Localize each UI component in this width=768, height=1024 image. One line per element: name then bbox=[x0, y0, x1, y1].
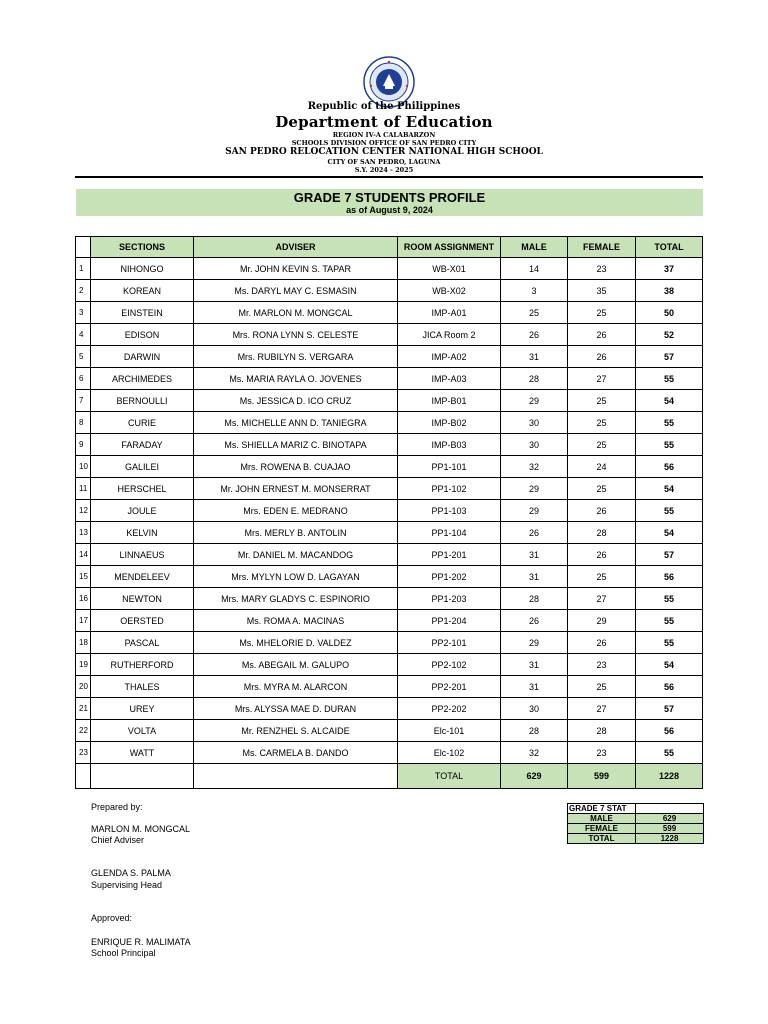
total-count: 54 bbox=[636, 478, 703, 500]
male-count: 30 bbox=[501, 698, 568, 720]
table-row bbox=[76, 478, 703, 500]
total-count: 56 bbox=[636, 456, 703, 478]
table-row bbox=[76, 456, 703, 478]
total-count: 55 bbox=[636, 412, 703, 434]
male-count: 32 bbox=[501, 456, 568, 478]
adviser-name: Ms. MARIA RAYLA O. JOVENES bbox=[194, 368, 398, 390]
adviser-name: Ms. MICHELLE ANN D. TANIEGRA bbox=[194, 412, 398, 434]
adviser-name: Mrs. MYLYN LOW D. LAGAYAN bbox=[194, 566, 398, 588]
table-row bbox=[76, 302, 703, 324]
adviser-name: Ms. ROMA A. MACINAS bbox=[194, 610, 398, 632]
section-name: ARCHIMEDES bbox=[91, 368, 194, 390]
section-name: UREY bbox=[91, 698, 194, 720]
row-number: 16 bbox=[76, 588, 91, 610]
row-number: 17 bbox=[76, 610, 91, 632]
room-assignment: IMP-A01 bbox=[398, 302, 501, 324]
table-row bbox=[76, 654, 703, 676]
total-count: 56 bbox=[636, 566, 703, 588]
table-row bbox=[76, 676, 703, 698]
header-male: MALE bbox=[501, 237, 568, 258]
room-assignment: PP1-101 bbox=[398, 456, 501, 478]
female-count: 26 bbox=[568, 632, 636, 654]
section-name: NEWTON bbox=[91, 588, 194, 610]
approver-name: ENRIQUE R. MALIMATA bbox=[91, 937, 191, 947]
city-line: CITY OF SAN PEDRO, LAGUNA bbox=[327, 158, 441, 166]
section-name: PASCAL bbox=[91, 632, 194, 654]
table-row bbox=[76, 368, 703, 390]
female-count: 27 bbox=[568, 698, 636, 720]
section-name: DARWIN bbox=[91, 346, 194, 368]
stat-header-row bbox=[568, 804, 704, 814]
row-number: 12 bbox=[76, 500, 91, 522]
section-name: EDISON bbox=[91, 324, 194, 346]
room-assignment: PP1-104 bbox=[398, 522, 501, 544]
male-count: 29 bbox=[501, 390, 568, 412]
adviser-name: Mr. JOHN KEVIN S. TAPAR bbox=[194, 258, 398, 280]
row-number: 14 bbox=[76, 544, 91, 566]
section-name: KELVIN bbox=[91, 522, 194, 544]
female-count: 23 bbox=[568, 258, 636, 280]
male-count: 26 bbox=[501, 610, 568, 632]
adviser-name: Mrs. ALYSSA MAE D. DURAN bbox=[194, 698, 398, 720]
title-bar bbox=[76, 189, 703, 216]
room-assignment: IMP-A03 bbox=[398, 368, 501, 390]
total-count: 56 bbox=[636, 676, 703, 698]
adviser-name: Ms. CARMELA B. DANDO bbox=[194, 742, 398, 764]
female-count: 23 bbox=[568, 742, 636, 764]
male-count: 29 bbox=[501, 500, 568, 522]
female-count: 25 bbox=[568, 302, 636, 324]
adviser-name: Mrs. RUBILYN S. VERGARA bbox=[194, 346, 398, 368]
row-number: 5 bbox=[76, 346, 91, 368]
total-count: 57 bbox=[636, 544, 703, 566]
region-line: REGION IV-A CALABARZON bbox=[332, 131, 436, 139]
row-number: 19 bbox=[76, 654, 91, 676]
approved-label: Approved: bbox=[91, 913, 133, 923]
adviser-name: Mrs. ROWENA B. CUAJAO bbox=[194, 456, 398, 478]
row-number: 22 bbox=[76, 720, 91, 742]
summary-female: 599 bbox=[568, 764, 636, 789]
female-count: 25 bbox=[568, 478, 636, 500]
preparer-title: Chief Adviser bbox=[91, 835, 145, 845]
male-count: 25 bbox=[501, 302, 568, 324]
male-count: 29 bbox=[501, 632, 568, 654]
header-divider bbox=[75, 176, 703, 178]
section-name: GALILEI bbox=[91, 456, 194, 478]
adviser-name: Ms. SHIELLA MARIZ C. BINOTAPA bbox=[194, 434, 398, 456]
header-room: ROOM ASSIGNMENT bbox=[398, 237, 501, 258]
adviser-name: Mr. RENZHEL S. ALCAIDE bbox=[194, 720, 398, 742]
room-assignment: PP1-102 bbox=[398, 478, 501, 500]
total-count: 54 bbox=[636, 654, 703, 676]
summary-blank bbox=[76, 764, 91, 789]
room-assignment: PP1-204 bbox=[398, 610, 501, 632]
male-count: 28 bbox=[501, 368, 568, 390]
room-assignment: IMP-B03 bbox=[398, 434, 501, 456]
header-sections: SECTIONS bbox=[91, 237, 194, 258]
row-number: 8 bbox=[76, 412, 91, 434]
total-count: 54 bbox=[636, 390, 703, 412]
adviser-name: Ms. MHELORIE D. VALDEZ bbox=[194, 632, 398, 654]
stat-label: MALE bbox=[568, 814, 636, 824]
supervisor-title: Supervising Head bbox=[91, 880, 163, 890]
room-assignment: Elc-102 bbox=[398, 742, 501, 764]
male-count: 28 bbox=[501, 720, 568, 742]
table-row bbox=[76, 500, 703, 522]
stat-label: FEMALE bbox=[568, 824, 636, 834]
room-assignment: IMP-B02 bbox=[398, 412, 501, 434]
table-row bbox=[76, 346, 703, 368]
adviser-name: Mrs. MARY GLADYS C. ESPINORIO bbox=[194, 588, 398, 610]
room-assignment: PP1-103 bbox=[398, 500, 501, 522]
summary-total: 1228 bbox=[636, 764, 703, 789]
row-number: 21 bbox=[76, 698, 91, 720]
stat-title: GRADE 7 STAT bbox=[568, 804, 636, 814]
adviser-name: Mr. JOHN ERNEST M. MONSERRAT bbox=[194, 478, 398, 500]
adviser-name: Ms. DARYL MAY C. ESMASIN bbox=[194, 280, 398, 302]
row-number: 9 bbox=[76, 434, 91, 456]
page-title: GRADE 7 STUDENTS PROFILE bbox=[293, 190, 486, 205]
division-line: SCHOOLS DIVISION OFFICE OF SAN PEDRO CITY bbox=[291, 139, 477, 147]
stat-row bbox=[568, 834, 704, 844]
female-count: 25 bbox=[568, 390, 636, 412]
table-row bbox=[76, 588, 703, 610]
adviser-name: Ms. ABEGAIL M. GALUPO bbox=[194, 654, 398, 676]
row-number: 11 bbox=[76, 478, 91, 500]
male-count: 31 bbox=[501, 566, 568, 588]
male-count: 30 bbox=[501, 412, 568, 434]
total-count: 57 bbox=[636, 346, 703, 368]
section-name: NIHONGO bbox=[91, 258, 194, 280]
prepared-by-label: Prepared by: bbox=[91, 802, 143, 812]
table-row bbox=[76, 566, 703, 588]
row-number: 6 bbox=[76, 368, 91, 390]
male-count: 30 bbox=[501, 434, 568, 456]
room-assignment: WB-X01 bbox=[398, 258, 501, 280]
male-count: 26 bbox=[501, 522, 568, 544]
summary-male: 629 bbox=[501, 764, 568, 789]
adviser-name: Mr. MARLON M. MONGCAL bbox=[194, 302, 398, 324]
male-count: 14 bbox=[501, 258, 568, 280]
room-assignment: WB-X02 bbox=[398, 280, 501, 302]
room-assignment: PP1-202 bbox=[398, 566, 501, 588]
table-row bbox=[76, 412, 703, 434]
grade-stat-table bbox=[567, 803, 704, 844]
row-number: 1 bbox=[76, 258, 91, 280]
stat-value: 599 bbox=[636, 824, 704, 834]
republic-line: Republic of the Philippines bbox=[307, 101, 461, 112]
room-assignment: PP1-201 bbox=[398, 544, 501, 566]
male-count: 31 bbox=[501, 346, 568, 368]
section-name: MENDELEEV bbox=[91, 566, 194, 588]
header-adviser: ADVISER bbox=[194, 237, 398, 258]
adviser-name: Mr. DANIEL M. MACANDOG bbox=[194, 544, 398, 566]
row-number: 18 bbox=[76, 632, 91, 654]
stat-title-blank bbox=[636, 804, 704, 814]
total-count: 38 bbox=[636, 280, 703, 302]
summary-label: TOTAL bbox=[398, 764, 501, 789]
table-row bbox=[76, 698, 703, 720]
section-name: WATT bbox=[91, 742, 194, 764]
total-count: 55 bbox=[636, 434, 703, 456]
female-count: 28 bbox=[568, 720, 636, 742]
department-name: Department of Education bbox=[275, 113, 493, 131]
row-number: 13 bbox=[76, 522, 91, 544]
summary-row bbox=[76, 764, 703, 789]
room-assignment: PP2-102 bbox=[398, 654, 501, 676]
room-assignment: PP2-202 bbox=[398, 698, 501, 720]
male-count: 31 bbox=[501, 544, 568, 566]
adviser-name: Mrs. MERLY B. ANTOLIN bbox=[194, 522, 398, 544]
male-count: 32 bbox=[501, 742, 568, 764]
table-row bbox=[76, 258, 703, 280]
stat-label: TOTAL bbox=[568, 834, 636, 844]
row-number: 23 bbox=[76, 742, 91, 764]
female-count: 28 bbox=[568, 522, 636, 544]
row-number: 20 bbox=[76, 676, 91, 698]
total-count: 55 bbox=[636, 500, 703, 522]
stat-row bbox=[568, 824, 704, 834]
table-row bbox=[76, 720, 703, 742]
section-name: BERNOULLI bbox=[91, 390, 194, 412]
female-count: 25 bbox=[568, 676, 636, 698]
female-count: 25 bbox=[568, 412, 636, 434]
table-row bbox=[76, 632, 703, 654]
male-count: 28 bbox=[501, 588, 568, 610]
total-count: 55 bbox=[636, 588, 703, 610]
total-count: 57 bbox=[636, 698, 703, 720]
female-count: 35 bbox=[568, 280, 636, 302]
room-assignment: JICA Room 2 bbox=[398, 324, 501, 346]
page-subtitle: as of August 9, 2024 bbox=[346, 205, 433, 215]
section-name: THALES bbox=[91, 676, 194, 698]
total-count: 52 bbox=[636, 324, 703, 346]
stat-value: 1228 bbox=[636, 834, 704, 844]
header-no bbox=[76, 237, 91, 258]
total-count: 54 bbox=[636, 522, 703, 544]
male-count: 31 bbox=[501, 654, 568, 676]
adviser-name: Mrs. EDEN E. MEDRANO bbox=[194, 500, 398, 522]
room-assignment: PP2-101 bbox=[398, 632, 501, 654]
total-count: 55 bbox=[636, 368, 703, 390]
male-count: 26 bbox=[501, 324, 568, 346]
table-row bbox=[76, 610, 703, 632]
section-name: FARADAY bbox=[91, 434, 194, 456]
approver-title: School Principal bbox=[91, 948, 156, 958]
table-row bbox=[76, 434, 703, 456]
total-count: 55 bbox=[636, 632, 703, 654]
students-profile-table bbox=[75, 236, 703, 789]
room-assignment: IMP-A02 bbox=[398, 346, 501, 368]
total-count: 55 bbox=[636, 742, 703, 764]
row-number: 4 bbox=[76, 324, 91, 346]
header-female: FEMALE bbox=[568, 237, 636, 258]
female-count: 26 bbox=[568, 324, 636, 346]
total-count: 56 bbox=[636, 720, 703, 742]
row-number: 2 bbox=[76, 280, 91, 302]
header-total: TOTAL bbox=[636, 237, 703, 258]
male-count: 31 bbox=[501, 676, 568, 698]
total-count: 37 bbox=[636, 258, 703, 280]
section-name: OERSTED bbox=[91, 610, 194, 632]
row-number: 10 bbox=[76, 456, 91, 478]
preparer-name: MARLON M. MONGCAL bbox=[91, 824, 191, 834]
section-name: EINSTEIN bbox=[91, 302, 194, 324]
table-row bbox=[76, 390, 703, 412]
row-number: 3 bbox=[76, 302, 91, 324]
school-name: SAN PEDRO RELOCATION CENTER NATIONAL HIGH SCHOOL bbox=[225, 147, 543, 157]
female-count: 25 bbox=[568, 566, 636, 588]
female-count: 29 bbox=[568, 610, 636, 632]
table-row bbox=[76, 742, 703, 764]
female-count: 27 bbox=[568, 368, 636, 390]
room-assignment: Elc-101 bbox=[398, 720, 501, 742]
room-assignment: PP1-203 bbox=[398, 588, 501, 610]
row-number: 7 bbox=[76, 390, 91, 412]
room-assignment: IMP-B01 bbox=[398, 390, 501, 412]
table-row bbox=[76, 280, 703, 302]
section-name: LINNAEUS bbox=[91, 544, 194, 566]
section-name: HERSCHEL bbox=[91, 478, 194, 500]
stat-row bbox=[568, 814, 704, 824]
total-count: 55 bbox=[636, 610, 703, 632]
school-year: S.Y. 2024 - 2025 bbox=[354, 166, 414, 174]
female-count: 26 bbox=[568, 544, 636, 566]
summary-blank bbox=[194, 764, 398, 789]
supervisor-name: GLENDA S. PALMA bbox=[91, 868, 171, 878]
female-count: 26 bbox=[568, 346, 636, 368]
adviser-name: Mrs. MYRA M. ALARCON bbox=[194, 676, 398, 698]
stat-value: 629 bbox=[636, 814, 704, 824]
female-count: 24 bbox=[568, 456, 636, 478]
total-count: 50 bbox=[636, 302, 703, 324]
table-row bbox=[76, 324, 703, 346]
room-assignment: PP2-201 bbox=[398, 676, 501, 698]
summary-blank bbox=[91, 764, 194, 789]
section-name: KOREAN bbox=[91, 280, 194, 302]
table-header-row bbox=[76, 237, 703, 258]
adviser-name: Ms. JESSICA D. ICO CRUZ bbox=[194, 390, 398, 412]
male-count: 3 bbox=[501, 280, 568, 302]
row-number: 15 bbox=[76, 566, 91, 588]
adviser-name: Mrs. RONA LYNN S. CELESTE bbox=[194, 324, 398, 346]
female-count: 23 bbox=[568, 654, 636, 676]
section-name: JOULE bbox=[91, 500, 194, 522]
female-count: 25 bbox=[568, 434, 636, 456]
table-row bbox=[76, 522, 703, 544]
section-name: CURIE bbox=[91, 412, 194, 434]
table-row bbox=[76, 544, 703, 566]
male-count: 29 bbox=[501, 478, 568, 500]
female-count: 27 bbox=[568, 588, 636, 610]
female-count: 26 bbox=[568, 500, 636, 522]
section-name: VOLTA bbox=[91, 720, 194, 742]
section-name: RUTHERFORD bbox=[91, 654, 194, 676]
